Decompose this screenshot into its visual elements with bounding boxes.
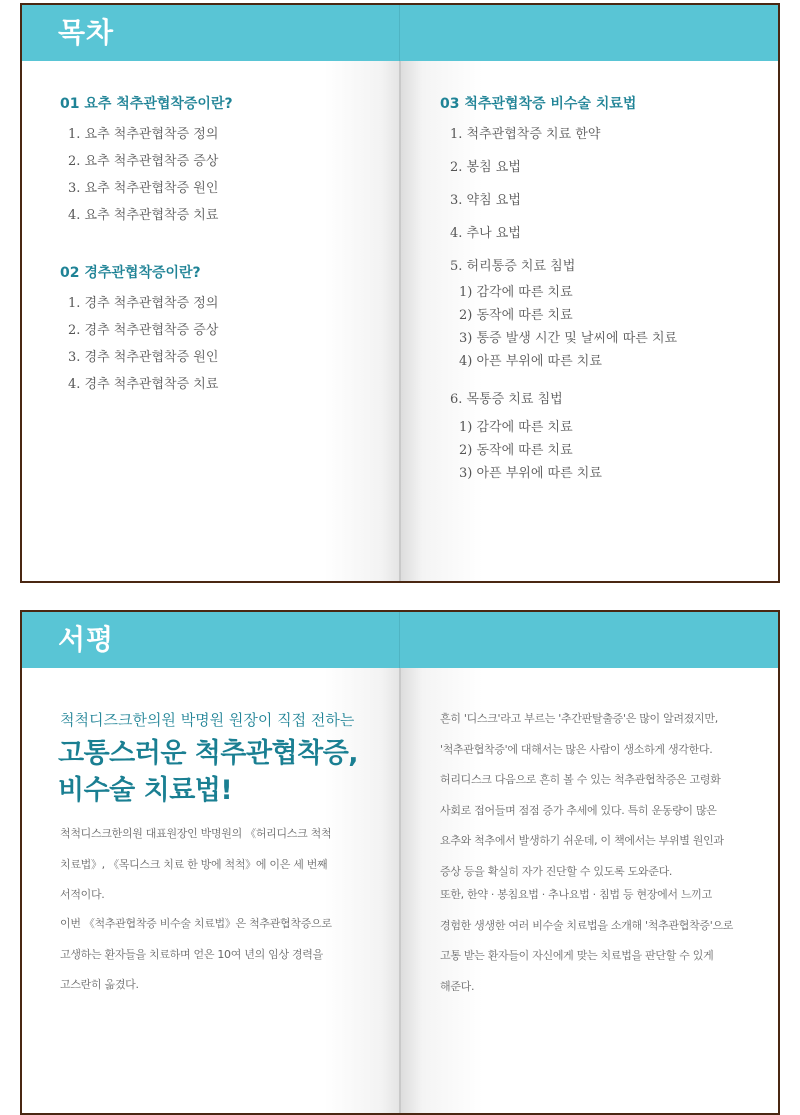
toc-subitem: 1) 감각에 따른 치료 bbox=[459, 420, 573, 435]
toc-item: 3. 약침 요법 bbox=[450, 193, 521, 208]
toc-subitem: 4) 아픈 부위에 따른 치료 bbox=[459, 354, 602, 369]
toc-item: 1. 척추관협착증 치료 한약 bbox=[450, 127, 601, 142]
toc-subitem: 1) 감각에 따른 치료 bbox=[459, 285, 573, 300]
toc-subitem: 3) 아픈 부위에 따른 치료 bbox=[459, 466, 602, 481]
text-line: 증상 등을 확실히 자가 진단할 수 있도록 도와준다. bbox=[440, 864, 673, 878]
book-fold bbox=[399, 612, 401, 1113]
review-paragraph-2 bbox=[60, 909, 332, 1001]
review-paragraph-3 bbox=[440, 704, 724, 887]
toc-subitem: 3) 통증 발생 시간 및 날씨에 따른 치료 bbox=[459, 331, 678, 346]
text-line: 서적이다. bbox=[60, 888, 105, 901]
toc-section-title-02: 02 경추관협착증이란? bbox=[60, 265, 201, 281]
toc-header-bar bbox=[22, 5, 778, 61]
toc-title: 목차 bbox=[58, 16, 115, 49]
toc-item: 2. 봉침 요법 bbox=[450, 160, 521, 175]
review-paragraph-1 bbox=[60, 819, 331, 911]
header-fold bbox=[399, 5, 400, 61]
toc-subitem: 2) 동작에 따른 치료 bbox=[459, 443, 573, 458]
text-line: 해준다. bbox=[440, 979, 475, 993]
toc-item: 5. 허리통증 치료 침법 bbox=[450, 259, 576, 274]
toc-item: 2. 경추 척추관협착증 증상 bbox=[68, 323, 219, 338]
review-book bbox=[20, 610, 780, 1115]
toc-book bbox=[20, 3, 780, 583]
review-paragraph-4 bbox=[440, 880, 733, 1002]
toc-subitem: 2) 동작에 따른 치료 bbox=[459, 308, 573, 323]
text-line: 고생하는 환자들을 치료하며 얻은 10여 년의 임상 경력을 bbox=[60, 947, 323, 961]
text-line: 이번 《척추관협착증 비수술 치료법》은 척추관협착증으로 bbox=[60, 917, 332, 930]
review-header-bar bbox=[22, 612, 778, 668]
text-line: 치료법》, 《목디스크 치료 한 방에 척척》에 이은 세 번째 bbox=[60, 857, 328, 871]
toc-item: 1. 요추 척추관협착증 정의 bbox=[68, 127, 219, 142]
toc-section-title-03: 03 척추관협착증 비수술 치료법 bbox=[440, 96, 637, 112]
text-line: '척추관협착증'에 대해서는 많은 사람이 생소하게 생각한다. bbox=[440, 742, 713, 756]
text-line: 흔히 '디스크'라고 부르는 '추간판탈출증'은 많이 알려졌지만, bbox=[440, 712, 718, 725]
toc-section-title-01: 01 요추 척추관협착증이란? bbox=[60, 96, 233, 112]
book-fold bbox=[399, 5, 401, 581]
text-line: 또한, 한약 · 봉침요법 · 추나요법 · 침법 등 현장에서 느끼고 bbox=[440, 888, 712, 901]
review-headline-2: 비수술 치료법! bbox=[58, 775, 233, 806]
text-line: 척척디스크한의원 대표원장인 박명원의 《허리디스크 척척 bbox=[60, 827, 332, 840]
toc-item: 4. 요추 척추관협착증 치료 bbox=[68, 208, 219, 223]
toc-right-page bbox=[400, 5, 778, 581]
header-fold bbox=[399, 612, 400, 668]
toc-item: 3. 요추 척추관협착증 원인 bbox=[68, 181, 219, 196]
text-line: 허리디스크 다음으로 흔히 볼 수 있는 척추관협착증은 고령화 bbox=[440, 773, 721, 786]
toc-item: 4. 경추 척추관협착증 치료 bbox=[68, 377, 219, 392]
review-headline-1: 고통스러운 척추관협착증, bbox=[58, 738, 359, 769]
review-subtitle: 척척디즈크한의원 박명원 원장이 직접 전하는 bbox=[60, 711, 355, 729]
text-line: 사회로 접어들며 점점 증가 추세에 있다. 특히 운동량이 많은 bbox=[440, 803, 717, 817]
toc-item: 1. 경추 척추관협착증 정의 bbox=[68, 296, 219, 311]
toc-item: 3. 경추 척추관협착증 원인 bbox=[68, 350, 219, 365]
text-line: 고스란히 옮겼다. bbox=[60, 978, 139, 991]
toc-item: 2. 요추 척추관협착증 증상 bbox=[68, 154, 219, 169]
toc-item: 4. 추나 요법 bbox=[450, 226, 521, 241]
review-title: 서평 bbox=[58, 623, 115, 656]
text-line: 고통 받는 환자들이 자신에게 맞는 치료법을 판단할 수 있게 bbox=[440, 949, 714, 962]
toc-item: 6. 목통증 치료 침법 bbox=[450, 392, 563, 407]
text-line: 요추와 척추에서 발생하기 쉬운데, 이 책에서는 부위별 원인과 bbox=[440, 834, 724, 847]
text-line: 경험한 생생한 여러 비수술 치료법을 소개해 '척추관협착증'으로 bbox=[440, 918, 734, 932]
